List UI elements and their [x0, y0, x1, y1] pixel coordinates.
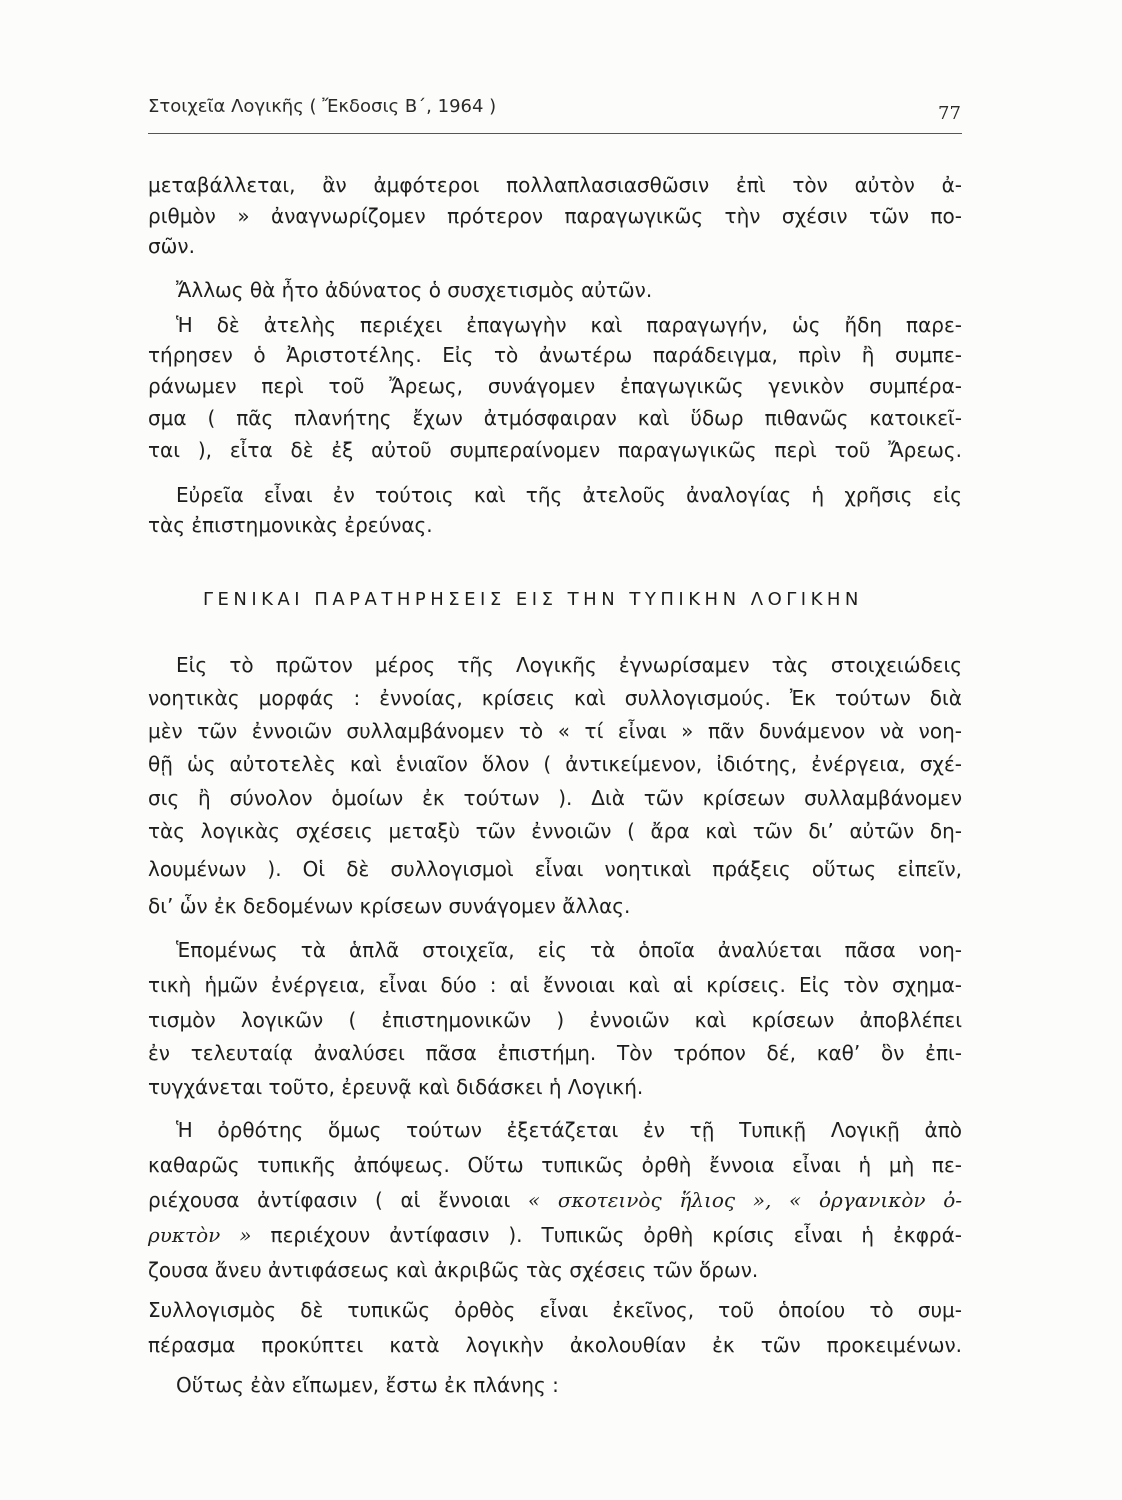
text-line: σις ἢ σύνολον ὁμοίων ἐκ τούτων ). Διὰ τῶν κρίσεων συλλαμβάνομεν [148, 786, 962, 810]
text-line: θῇ ὡς αὐτοτελὲς καὶ ἑνιαῖον ὅλον ( ἀντικείμενον, ἰδιότης, ἐνέργεια, σχέ- [148, 752, 962, 776]
section-heading: ΓΕΝΙΚΑΙ ΠΑΡΑΤΗΡΗΣΕΙΣ ΕΙΣ ΤΗΝ ΤΥΠΙΚΗΝ ΛΟΓΙΚΗΝ [203, 589, 863, 610]
text-segment: ριέχουσα ἀντίφασιν ( αἱ ἔννοιαι [148, 1188, 528, 1212]
text-line: λουμένων ). Οἱ δὲ συλλογισμοὶ εἶναι νοητικαὶ πράξεις οὕτως εἰπεῖν, [148, 857, 962, 881]
text-line: μὲν τῶν ἐννοιῶν συλλαμβάνομεν τὸ « τί εἶναι » πᾶν δυνάμενον νὰ νοη- [148, 719, 962, 743]
text-line: πέρασμα προκύπτει κατὰ λογικὴν ἀκολουθίαν ἐκ τῶν προκειμένων. [148, 1333, 962, 1357]
text-line: σῶν. [148, 234, 195, 258]
text-line: σμα ( πᾶς πλανήτης ἔχων ἀτμόσφαιραν καὶ ὕδωρ πιθανῶς κατοικεῖ- [148, 406, 962, 430]
text-line: νοητικὰς μορφάς : ἐννοίας, κρίσεις καὶ συλλογισμούς. Ἐκ τούτων διὰ [148, 686, 962, 710]
header-rule [148, 133, 962, 134]
text-line: καθαρῶς τυπικῆς ἀπόψεως. Οὕτω τυπικῶς ὀρθὴ ἔννοια εἶναι ἡ μὴ πε- [148, 1153, 962, 1177]
text-line: τὰς ἐπιστημονικὰς ἐρεύνας. [148, 513, 433, 537]
italic-example: ρυκτὸν » [148, 1223, 252, 1247]
text-line: τὰς λογικὰς σχέσεις μεταξὺ τῶν ἐννοιῶν ( ἄρα καὶ τῶν δι’ αὐτῶν δη- [148, 819, 962, 843]
text-line [148, 1184, 962, 1216]
text-line: ράνωμεν περὶ τοῦ Ἄρεως, συνάγομεν ἐπαγωγικῶς γενικὸν συμπέρα- [148, 374, 962, 398]
text-line: ται ), εἶτα δὲ ἐξ αὐτοῦ συμπεραίνομεν παραγωγικῶς περὶ τοῦ Ἄρεως. [148, 438, 962, 462]
text-line: Ἡ ὀρθότης ὅμως τούτων ἐξετάζεται ἐν τῇ Τυπικῇ Λογικῇ ἀπὸ [176, 1118, 962, 1142]
text-line: Ἡ δὲ ἀτελὴς περιέχει ἐπαγωγὴν καὶ παραγωγήν, ὡς ἤδη παρε- [176, 313, 962, 337]
running-title: Στοιχεῖα Λογικῆς ( Ἔκδοσις Β΄, 1964 ) [148, 96, 497, 117]
text-line [148, 1219, 962, 1251]
text-line: τικὴ ἡμῶν ἐνέργεια, εἶναι δύο : αἱ ἔννοιαι καὶ αἱ κρίσεις. Εἰς τὸν σχημα- [148, 973, 962, 997]
text-line: ἐν τελευταίᾳ ἀναλύσει πᾶσα ἐπιστήμη. Τὸν τρόπον δέ, καθ’ ὃν ἐπι- [148, 1041, 962, 1065]
text-line: τήρησεν ὁ Ἀριστοτέλης. Εἰς τὸ ἀνωτέρω παράδειγμα, πρὶν ἢ συμπε- [148, 343, 962, 367]
page-number: 77 [938, 103, 961, 124]
text-line: μεταβάλλεται, ἂν ἀμφότεροι πολλαπλασιασθῶσιν ἐπὶ τὸν αὐτὸν ἀ- [148, 173, 962, 197]
text-line: Ἄλλως θὰ ἦτο ἀδύνατος ὁ συσχετισμὸς αὐτῶν. [176, 278, 653, 302]
text-line: δι’ ὧν ἐκ δεδομένων κρίσεων συνάγομεν ἄλλας. [148, 894, 631, 918]
text-segment: περιέχουν ἀντίφασιν ). Τυπικῶς ὀρθὴ κρίσις εἶναι ἡ ἐκφρά- [251, 1223, 962, 1247]
italic-example: « σκοτεινὸς ἥλιος », « ὀργανικὸν ὀ- [527, 1188, 962, 1212]
text-line: τισμὸν λογικῶν ( ἐπιστημονικῶν ) ἐννοιῶν καὶ κρίσεων ἀποβλέπει [148, 1008, 962, 1032]
text-line: Συλλογισμὸς δὲ τυπικῶς ὀρθὸς εἶναι ἐκεῖνος, τοῦ ὁποίου τὸ συμ- [148, 1298, 962, 1322]
text-line: Εἰς τὸ πρῶτον μέρος τῆς Λογικῆς ἐγνωρίσαμεν τὰς στοιχειώδεις [176, 653, 962, 677]
text-line: Ἑπομένως τὰ ἁπλᾶ στοιχεῖα, εἰς τὰ ὁποῖα ἀναλύεται πᾶσα νοη- [176, 938, 962, 962]
text-line: Εὐρεῖα εἶναι ἐν τούτοις καὶ τῆς ἀτελοῦς ἀναλογίας ἡ χρῆσις εἰς [176, 483, 962, 507]
text-line: τυγχάνεται τοῦτο, ἐρευνᾷ καὶ διδάσκει ἡ Λογική. [148, 1075, 644, 1099]
text-line: Οὕτως ἐὰν εἴπωμεν, ἔστω ἐκ πλάνης : [176, 1373, 559, 1397]
text-line: ζουσα ἄνευ ἀντιφάσεως καὶ ἀκριβῶς τὰς σχέσεις τῶν ὅρων. [148, 1258, 759, 1282]
text-line: ριθμὸν » ἀναγνωρίζομεν πρότερον παραγωγικῶς τὴν σχέσιν τῶν πο- [148, 204, 962, 228]
